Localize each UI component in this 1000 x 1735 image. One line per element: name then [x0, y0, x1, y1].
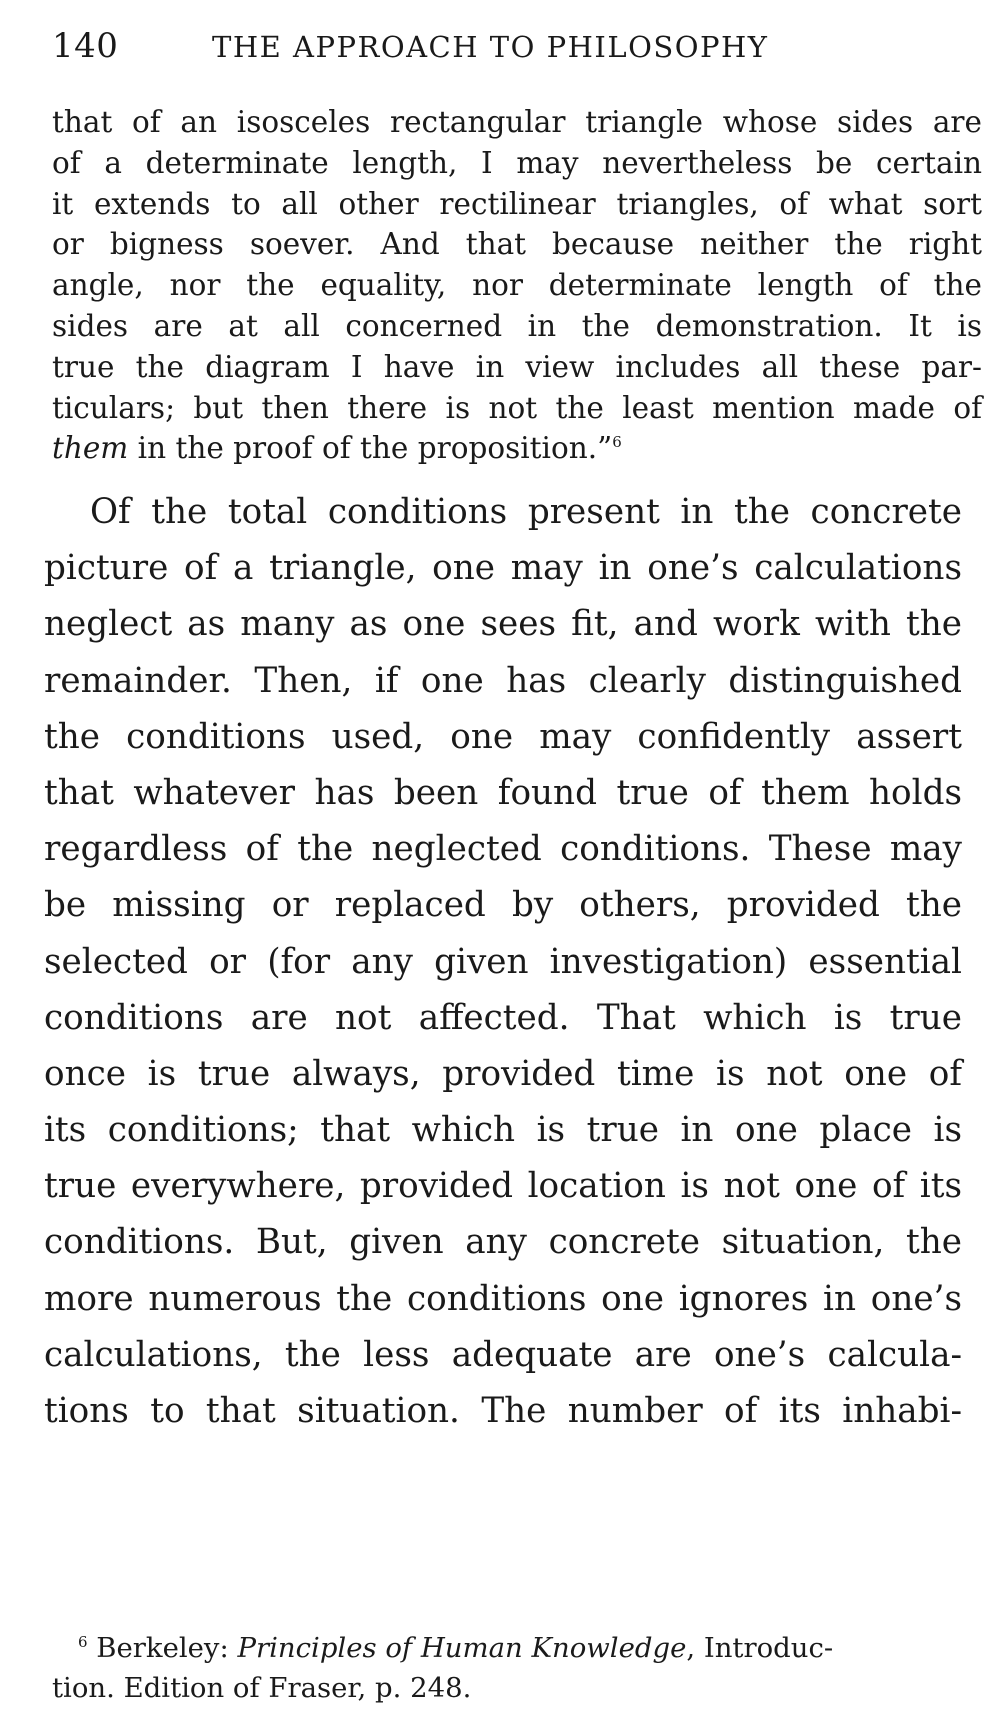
paragraph-line: neglect as many as one sees fit, and work with the — [44, 604, 962, 645]
paragraph-line: be missing or replaced by others, provided the — [44, 885, 962, 926]
quote-line: or bigness soever. And that because neither the right — [52, 227, 982, 262]
footnote-author: Berkeley: — [87, 1632, 238, 1664]
footnote — [52, 1628, 952, 1708]
quote-italic-word: them — [52, 431, 129, 466]
footnote-work-title: Principles of Human Knowledge — [237, 1632, 687, 1664]
paragraph-line: regardless of the neglected conditions. These may — [44, 829, 962, 870]
quote-line: true the diagram I have in view includes all these par- — [52, 349, 982, 384]
paragraph-line: the conditions used, one may confidently assert — [44, 716, 962, 757]
paragraph-line: selected or (for any given investigation) essential — [44, 941, 962, 982]
body-paragraph — [44, 484, 962, 1439]
paragraph-line: conditions. But, given any concrete situation, the — [44, 1222, 962, 1263]
page-number: 140 — [52, 26, 119, 66]
quote-line: of a determinate length, I may nevertheless be certain — [52, 145, 982, 180]
paragraph-line: true everywhere, provided location is not one of its — [44, 1166, 962, 1207]
running-title: THE APPROACH TO PHILOSOPHY — [212, 30, 769, 64]
quote-line: it extends to all other rectilinear triangles, of what sort — [52, 186, 982, 221]
footnote-marker: 6 — [78, 1632, 88, 1651]
footnote-line: tion. Edition of Fraser, p. 248. — [52, 1672, 472, 1704]
paragraph-line: once is true always, provided time is not one of — [44, 1053, 962, 1094]
paragraph-line: picture of a triangle, one may in one’s calculations — [44, 548, 962, 589]
block-quote — [52, 102, 982, 469]
footnote-after-title: , Introduc- — [686, 1632, 834, 1664]
footnote-line — [52, 1628, 952, 1668]
paragraph-line: its conditions; that which is true in one place is — [44, 1110, 962, 1151]
quote-line: ticulars; but then there is not the least mention made of — [52, 390, 982, 425]
quote-line: that of an isosceles rectangular triangle whose sides are — [52, 105, 982, 139]
quote-last-line-text: in the proof of the proposition.” — [128, 431, 613, 466]
footnote-reference[interactable]: 6 — [612, 433, 622, 452]
quote-last-line — [52, 428, 982, 469]
paragraph-line: tions to that situation. The number of its inhabi- — [44, 1391, 962, 1431]
running-head — [52, 26, 932, 86]
paragraph-line: more numerous the conditions one ignores in one’s — [44, 1278, 962, 1319]
quote-line: sides are at all concerned in the demonstration. It is — [52, 308, 982, 343]
paragraph-line: Of the total conditions present in the concrete — [90, 492, 962, 532]
quote-line: angle, nor the equality, nor determinate length of the — [52, 268, 982, 303]
paragraph-line: that whatever has been found true of them holds — [44, 772, 962, 813]
paragraph-line: conditions are not affected. That which is true — [44, 997, 962, 1038]
paragraph-line: remainder. Then, if one has clearly distinguished — [44, 660, 962, 701]
paragraph-line: calculations, the less adequate are one’s calcula- — [44, 1334, 962, 1375]
